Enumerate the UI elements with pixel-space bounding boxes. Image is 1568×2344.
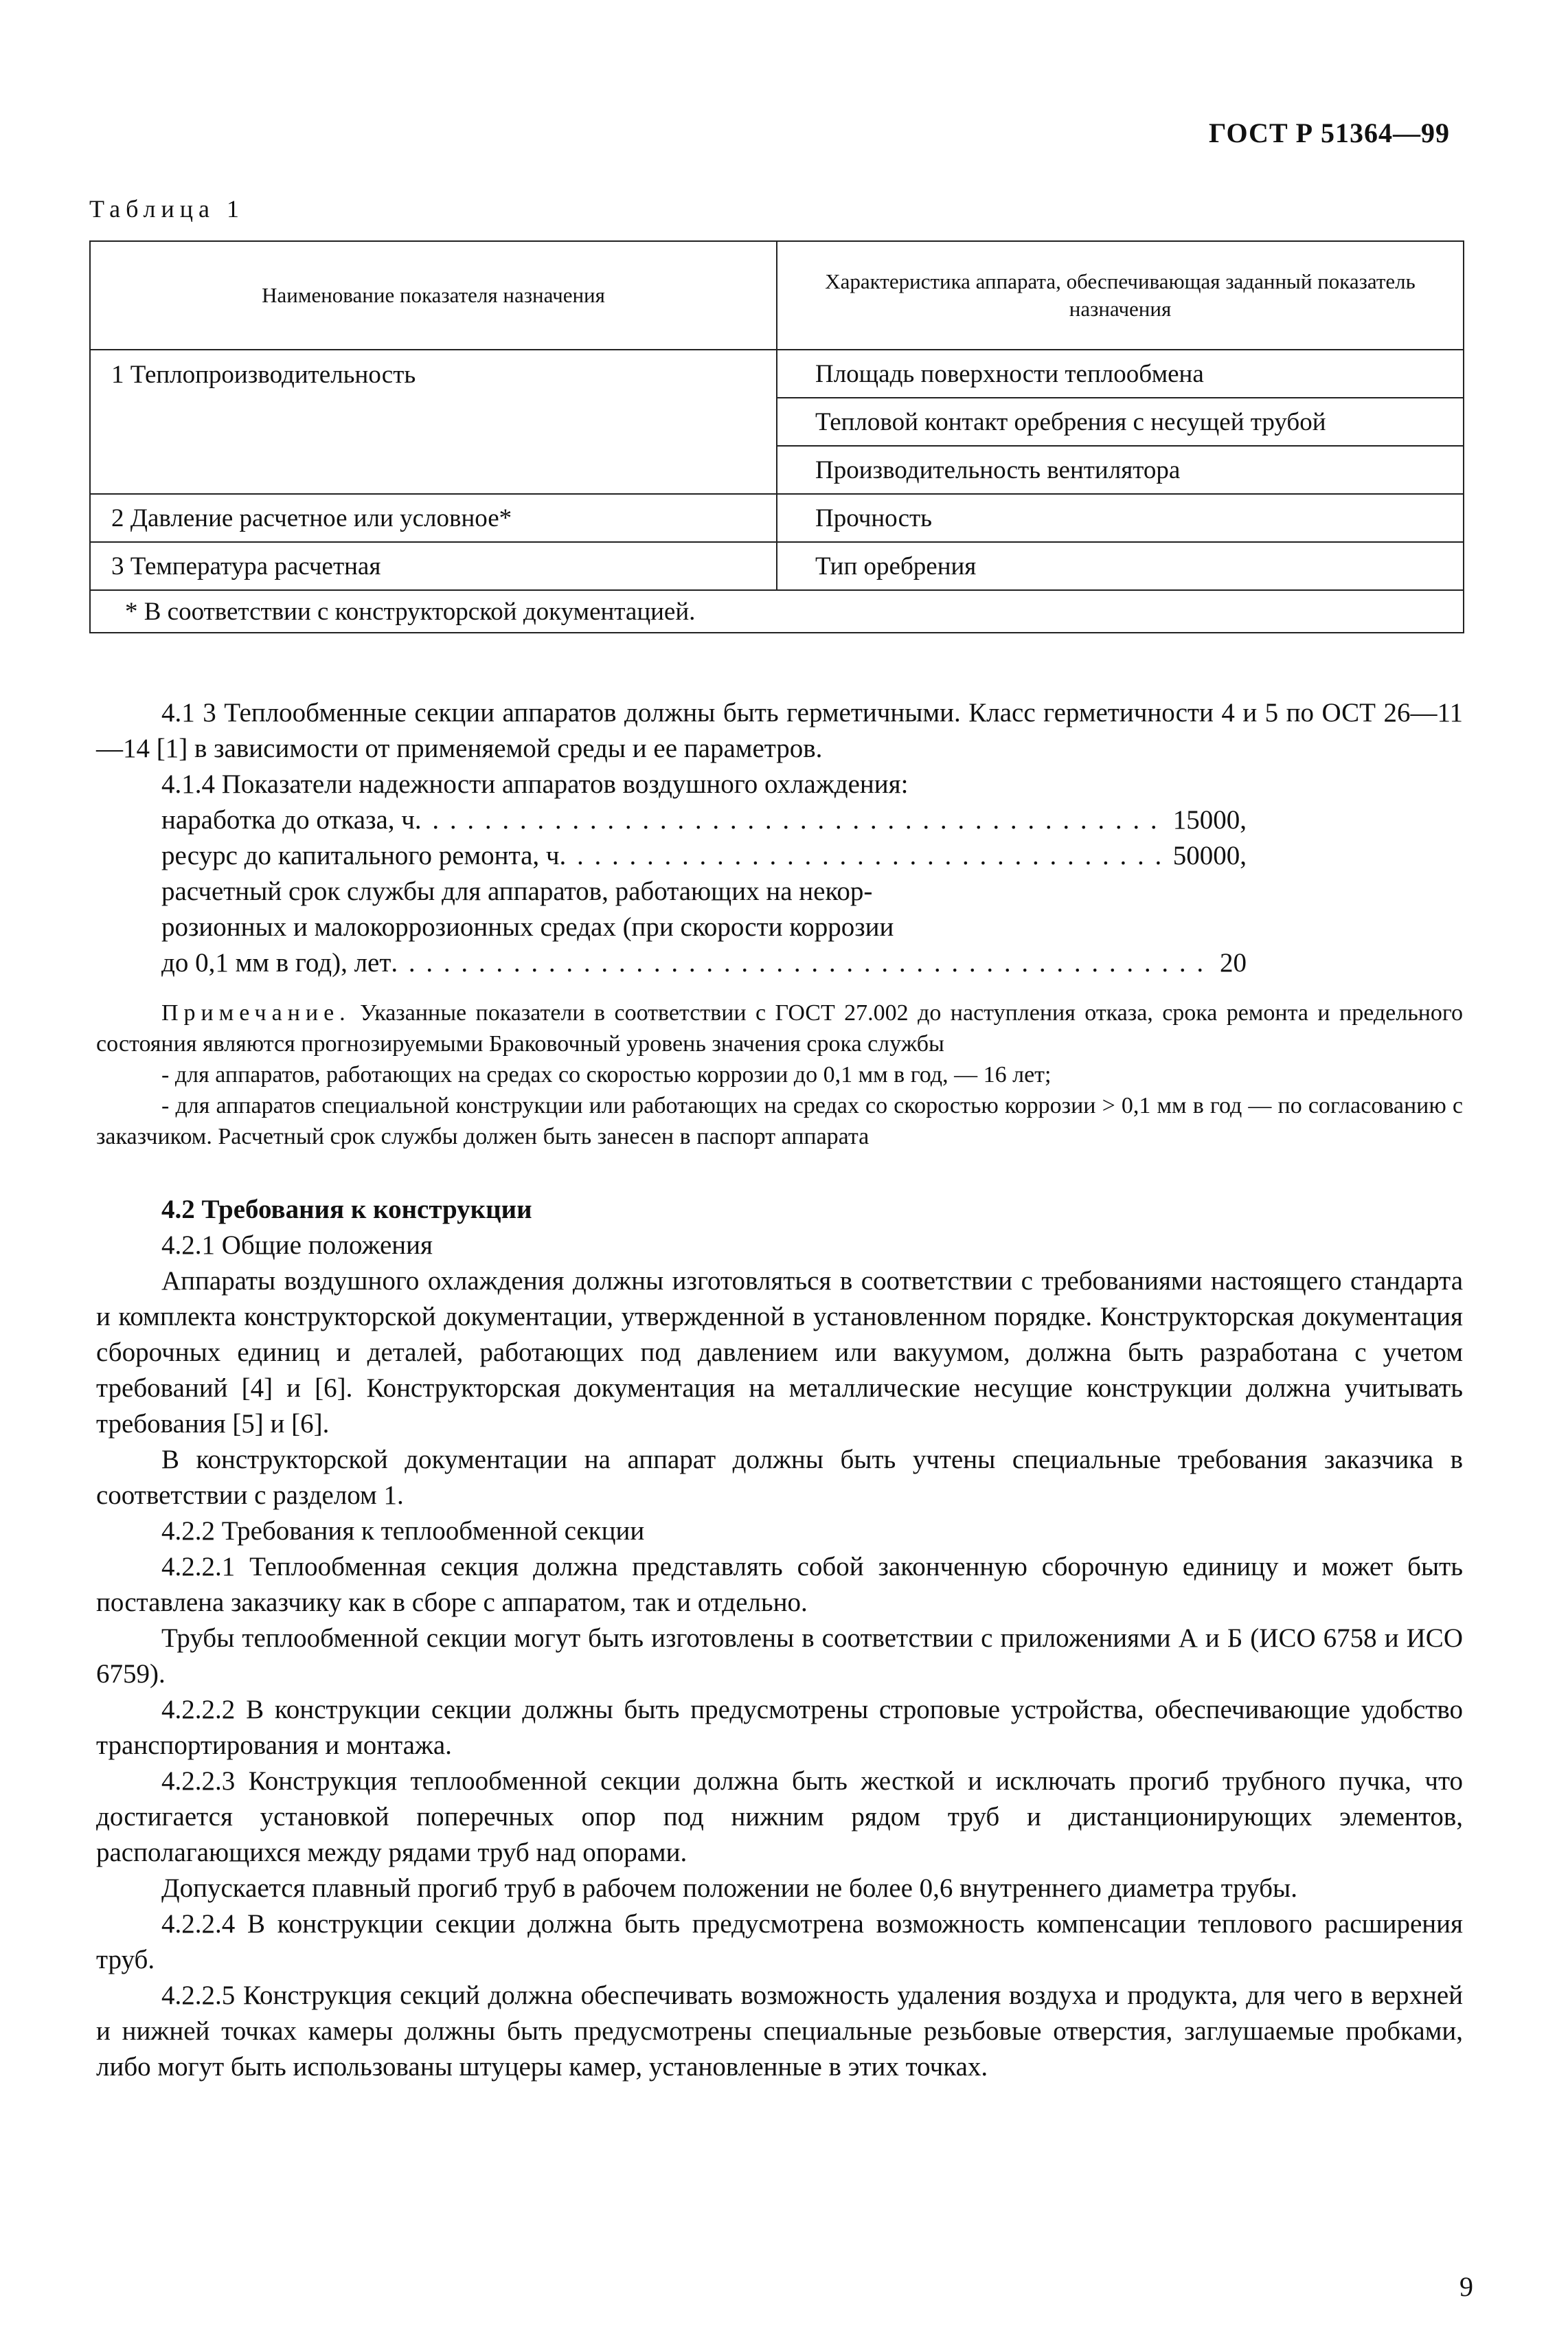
section-4-1-3	[96, 695, 1463, 981]
item-value: 15000,	[1172, 805, 1247, 835]
section-4-2	[96, 1192, 1463, 2085]
reliability-title: 4.1.4 Показатели надежности аппаратов воздушного охлаждения:	[161, 769, 909, 799]
note-text: Указанные показатели в соответствии с ГОСТ 27.002 до наступления отказа, срока ремонта и предельного состояния являются прогнозируемыми Браковочный уровень значения срока службы	[96, 1000, 1463, 1057]
paragraph: 4.1 3 Теплообменные секции аппаратов должны быть герметичными. Класс герметичности 4 и 5 по ОСТ 26—11—14 [1] в зависимости от применяемой среды и ее параметров.	[96, 698, 1463, 763]
paragraph: Аппараты воздушного охлаждения должны изготовляться в соответствии с требованиями настоящего стандарта и комплекта конструкторской документации, утвержденной в установленном порядке. Конструкторская документация сборочных единиц и деталей, работающих под давлением или вакуумом, должна быть разработана с учетом требований [4] и [6]. Конструкторская документация на металлические несущие конструкции должна учитывать требования [5] и [6].	[96, 1266, 1463, 1439]
service-life-line: розионных и малокоррозионных средах (при скорости коррозии	[161, 912, 894, 942]
row-indicator: 3 Температура расчетная	[90, 542, 777, 590]
reliability-item	[161, 802, 1247, 838]
item-label: до 0,1 мм в год), лет	[161, 948, 391, 978]
note-item: - для аппаратов специальной конструкции или работающих на средах со скоростью коррозии > 0,1 мм в год — по согласованию с заказчиком. Расчетный срок службы должен быть занесен в паспорт аппарата	[96, 1093, 1463, 1149]
row-characteristic: Прочность	[777, 494, 1464, 542]
paragraph: 4.2.2.3 Конструкция теплообменной секции должна быть жесткой и исключать прогиб трубного пучка, что достигается установкой поперечных опор под нижним рядом труб и дистанционирующих элементов, располагающихся между рядами труб над опорами.	[96, 1766, 1463, 1867]
page-number: 9	[1459, 2271, 1473, 2302]
item-label: наработка до отказа, ч	[161, 805, 415, 835]
item-value: 50000,	[1172, 841, 1247, 870]
reliability-item	[161, 838, 1247, 874]
paragraph: 4.2.2.1 Теплообменная секция должна представлять собой законченную сборочную единицу и может быть поставлена заказчику как в сборе с аппаратом, так и отдельно.	[96, 1552, 1463, 1617]
note-label: Примечание.	[161, 1000, 351, 1026]
table-row	[90, 350, 1464, 398]
note-block	[96, 998, 1463, 1152]
item-value: 20	[1220, 948, 1247, 978]
row-characteristic: Производительность вентилятора	[777, 446, 1464, 494]
row-indicator: 2 Давление расчетное или условное*	[90, 494, 777, 542]
leader-dots	[391, 945, 1214, 981]
paragraph: 4.2.2.4 В конструкции секции должна быть предусмотрена возможность компенсации теплового расширения труб.	[96, 1909, 1463, 1974]
row-characteristic: Площадь поверхности теплообмена	[777, 350, 1464, 398]
subsection-title: 4.2.2 Требования к теплообменной секции	[161, 1516, 645, 1546]
reliability-item	[161, 945, 1247, 981]
service-life-line: расчетный срок службы для аппаратов, работающих на некор-	[161, 877, 873, 906]
row-characteristic: Тепловой контакт оребрения с несущей трубой	[777, 398, 1464, 446]
paragraph: 4.2.2.2 В конструкции секции должны быть предусмотрены строповые устройства, обеспечивающие удобство транспортирования и монтажа.	[96, 1695, 1463, 1760]
table-header-row	[90, 241, 1464, 350]
paragraph: 4.2.2.5 Конструкция секций должна обеспечивать возможность удаления воздуха и продукта, для чего в верхней и нижней точках камеры должны быть предусмотрены специальные резьбовые отверстия, заглушаемые пробками, либо могут быть использованы штуцеры камер, установленные в этих точках.	[96, 1981, 1463, 2082]
paragraph: Допускается плавный прогиб труб в рабочем положении не более 0,6 внутреннего диаметра трубы.	[161, 1873, 1297, 1903]
row-indicator: 1 Теплопроизводительность	[90, 350, 777, 494]
subsection-title: 4.2.1 Общие положения	[161, 1230, 433, 1260]
table-row	[90, 542, 1464, 590]
service-life-text	[161, 874, 1463, 945]
indicators-table	[89, 240, 1464, 633]
note-item: - для аппаратов, работающих на средах со скоростью коррозии до 0,1 мм в год, — 16 лет;	[161, 1062, 1052, 1088]
col1-header: Наименование показателя назначения	[90, 241, 777, 350]
document-header: ГОСТ Р 51364—99	[1209, 117, 1451, 148]
table-row	[90, 494, 1464, 542]
row-characteristic: Тип оребрения	[777, 542, 1464, 590]
table-footnote-row	[90, 590, 1464, 633]
section-heading: 4.2 Требования к конструкции	[161, 1195, 532, 1224]
note-paragraph	[96, 998, 1463, 1059]
item-label: ресурс до капитального ремонта, ч	[161, 841, 560, 870]
paragraph: Трубы теплообменной секции могут быть изготовлены в соответствии с приложениями А и Б (ИСО 6758 и ИСО 6759).	[96, 1623, 1463, 1689]
paragraph: В конструкторской документации на аппарат должны быть учтены специальные требования заказчика в соответствии с разделом 1.	[96, 1445, 1463, 1510]
table-caption: Таблица 1	[89, 195, 245, 223]
leader-dots	[415, 802, 1168, 838]
col2-header: Характеристика аппарата, обеспечивающая заданный показатель назначения	[777, 241, 1464, 350]
table-footnote: * В соответствии с конструкторской документацией.	[90, 590, 1464, 633]
leader-dots	[560, 838, 1168, 874]
